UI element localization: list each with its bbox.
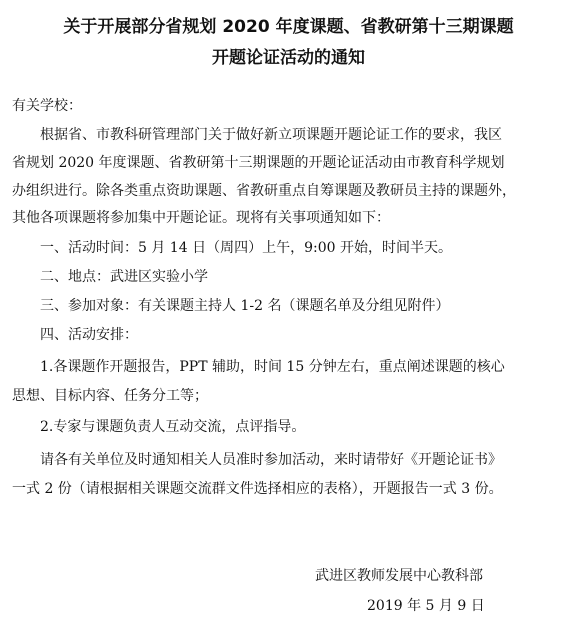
closing-paragraph-line-2: 一式 2 份（请根据相关课题交流群文件选择相应的表格），开题报告一式 3 份。 bbox=[12, 481, 503, 497]
intro-paragraph-line-1: 根据省、市教科研管理部门关于做好新立项课题开题论证工作的要求，我区 bbox=[40, 127, 502, 143]
document-title-line-2: 开题论证活动的通知 bbox=[212, 48, 365, 68]
item-participants: 三、参加对象：有关课题主持人 1-2 名（课题名单及分组见附件） bbox=[40, 298, 450, 314]
item-location: 二、地点：武进区实验小学 bbox=[40, 269, 208, 285]
arrangement-2: 2.专家与课题负责人互动交流，点评指导。 bbox=[40, 419, 306, 435]
greeting: 有关学校： bbox=[12, 98, 82, 114]
intro-paragraph-line-3: 办组织进行。除各类重点资助课题、省教研重点自筹课题及教研员主持的课题外， bbox=[12, 183, 516, 199]
signature-organization: 武进区教师发展中心教科部 bbox=[315, 568, 483, 584]
arrangement-1-line-1: 1.各课题作开题报告，PPT 辅助，时间 15 分钟左右，重点阐述课题的核心 bbox=[40, 359, 505, 375]
closing-paragraph-line-1: 请各有关单位及时通知相关人员准时参加活动，来时请带好《开题论证书》 bbox=[40, 452, 502, 468]
signature-date: 2019 年 5 月 9 日 bbox=[367, 598, 485, 614]
intro-paragraph-line-4: 其他各项课题将参加集中开题论证。现将有关事项通知如下： bbox=[12, 210, 390, 226]
document-title-line-1: 关于开展部分省规划 2020 年度课题、省教研第十三期课题 bbox=[63, 17, 514, 37]
intro-paragraph-line-2: 省规划 2020 年度课题、省教研第十三期课题的开题论证活动由市教育科学规划 bbox=[12, 155, 505, 171]
arrangement-1-line-2: 思想、目标内容、任务分工等； bbox=[12, 388, 208, 404]
item-activity-time: 一、活动时间：5 月 14 日（周四）上午，9:00 开始，时间半天。 bbox=[40, 240, 452, 256]
item-arrangement-heading: 四、活动安排： bbox=[40, 327, 138, 343]
